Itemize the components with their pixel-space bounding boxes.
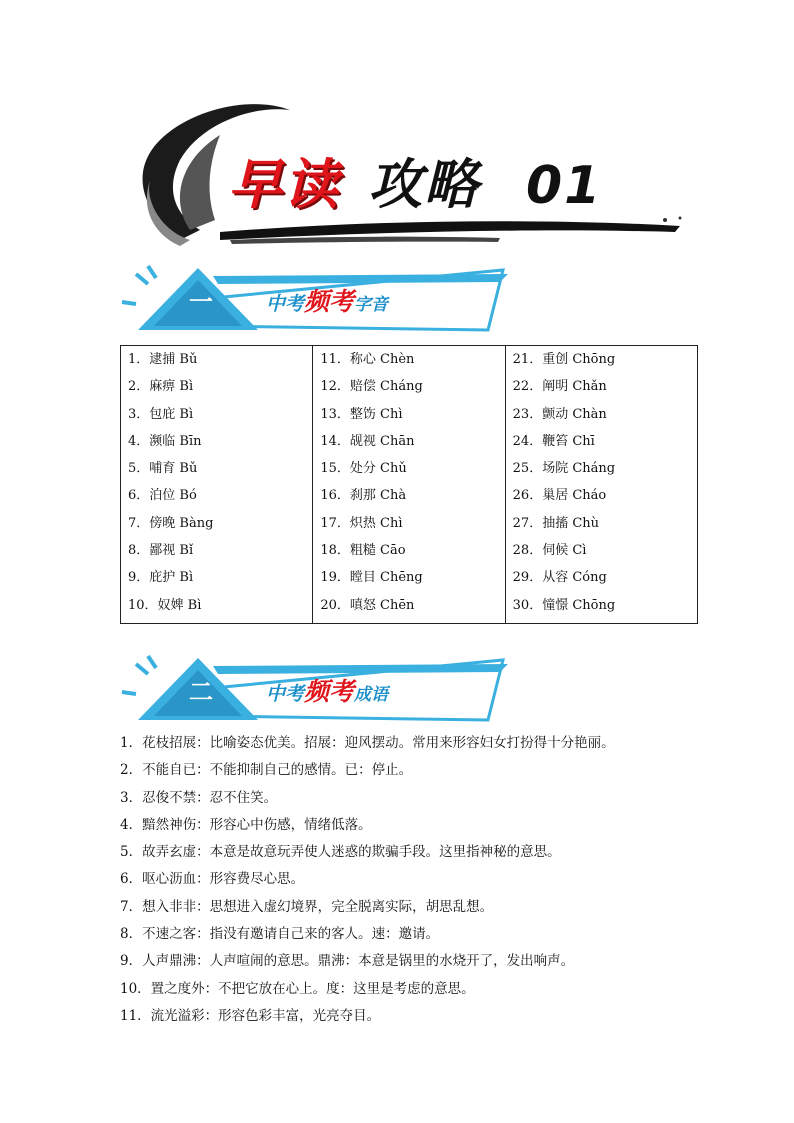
title-number: 01 [526, 156, 603, 216]
section-number: 一 [189, 288, 213, 316]
section-number: 二 [189, 678, 213, 706]
table-cell: 23．颤动 Chàn [512, 406, 607, 422]
table-cell: 12．赔偿 Cháng [320, 379, 423, 395]
table-cell: 17．炽热 Chì [320, 515, 403, 531]
page-header [120, 90, 700, 260]
table-cell: 18．粗糙 Cāo [320, 543, 406, 559]
title-part-2: 攻略 [368, 153, 480, 216]
pronunciation-table [120, 345, 698, 624]
section-banner-pronunciation [118, 258, 518, 338]
list-item: 10．置之度外：不把它放在心上。度：这里是考虑的意思。 [120, 980, 475, 997]
table-cell: 1．逮捕 Bǔ [128, 352, 198, 367]
table-cell: 14．觇视 Chān [320, 433, 415, 449]
table-cell: 11．称心 Chèn [320, 352, 415, 367]
list-item: 2．不能自已：不能抑制自己的感情。已：停止。 [120, 762, 413, 779]
title-part-1: 早读 [228, 153, 340, 216]
section-banner-idioms [118, 648, 518, 728]
list-item: 1．花枝招展：比喻姿态优美。招展：迎风摆动。常用来形容妇女打扮得十分艳丽。 [120, 735, 615, 751]
table-cell: 25．场院 Cháng [512, 461, 616, 477]
list-item: 8．不速之客：指没有邀请自己来的客人。速：邀请。 [120, 926, 440, 943]
table-cell: 3．包庇 Bì [128, 406, 194, 422]
table-cell: 2．麻痹 Bì [128, 379, 194, 395]
table-cell: 27．抽搐 Chù [512, 515, 600, 531]
section-label: 中考频考字音 [266, 287, 389, 316]
table-cell: 24．鞭笞 Chī [512, 433, 595, 449]
list-item: 6．呕心沥血：形容费尽心思。 [120, 871, 305, 888]
table-cell: 8．鄙视 Bǐ [128, 543, 194, 559]
table-cell: 13．整饬 Chì [320, 406, 403, 422]
table-cell: 26．巢居 Cháo [512, 488, 607, 504]
table-cell: 4．濒临 Bīn [128, 433, 202, 449]
table-cell: 10．奴婢 Bì [128, 597, 202, 613]
table-column [121, 346, 313, 623]
table-cell: 19．瞠目 Chēng [320, 570, 423, 586]
idiom-list [120, 730, 720, 1030]
list-item: 11．流光溢彩：形容色彩丰富，光亮夺目。 [120, 1007, 381, 1024]
table-cell: 15．处分 Chǔ [320, 461, 407, 477]
list-item: 4．黯然神伤：形容心中伤感，情绪低落。 [120, 816, 372, 833]
table-cell: 7．傍晚 Bàng [128, 515, 214, 531]
table-column [506, 346, 697, 623]
table-cell: 16．刹那 Chà [320, 488, 407, 504]
list-item: 3．忍俊不禁：忍不住笑。 [120, 789, 278, 806]
table-cell: 9．庇护 Bì [128, 570, 194, 586]
list-item: 9．人声鼎沸：人声喧闹的意思。鼎沸：本意是锅里的水烧开了，发出响声。 [120, 953, 575, 970]
list-item: 5．故弄玄虚：本意是故意玩弄使人迷惑的欺骗手段。这里指神秘的意思。 [120, 844, 561, 861]
section-label: 中考频考成语 [266, 677, 389, 706]
table-cell: 28．伺候 Cì [512, 543, 587, 559]
table-cell: 6．泊位 Bó [128, 488, 197, 504]
table-cell: 29．从容 Cóng [512, 570, 607, 586]
table-cell: 20．嗔怒 Chēn [320, 597, 415, 613]
table-cell: 30．憧憬 Chōng [512, 597, 616, 613]
table-cell: 5．哺育 Bǔ [128, 461, 198, 477]
table-cell: 21．重创 Chōng [512, 352, 616, 367]
list-item: 7．想入非非：思想进入虚幻境界，完全脱离实际，胡思乱想。 [120, 898, 494, 915]
page-title [228, 142, 602, 219]
table-cell: 22．阐明 Chǎn [512, 379, 607, 395]
table-column [313, 346, 505, 623]
